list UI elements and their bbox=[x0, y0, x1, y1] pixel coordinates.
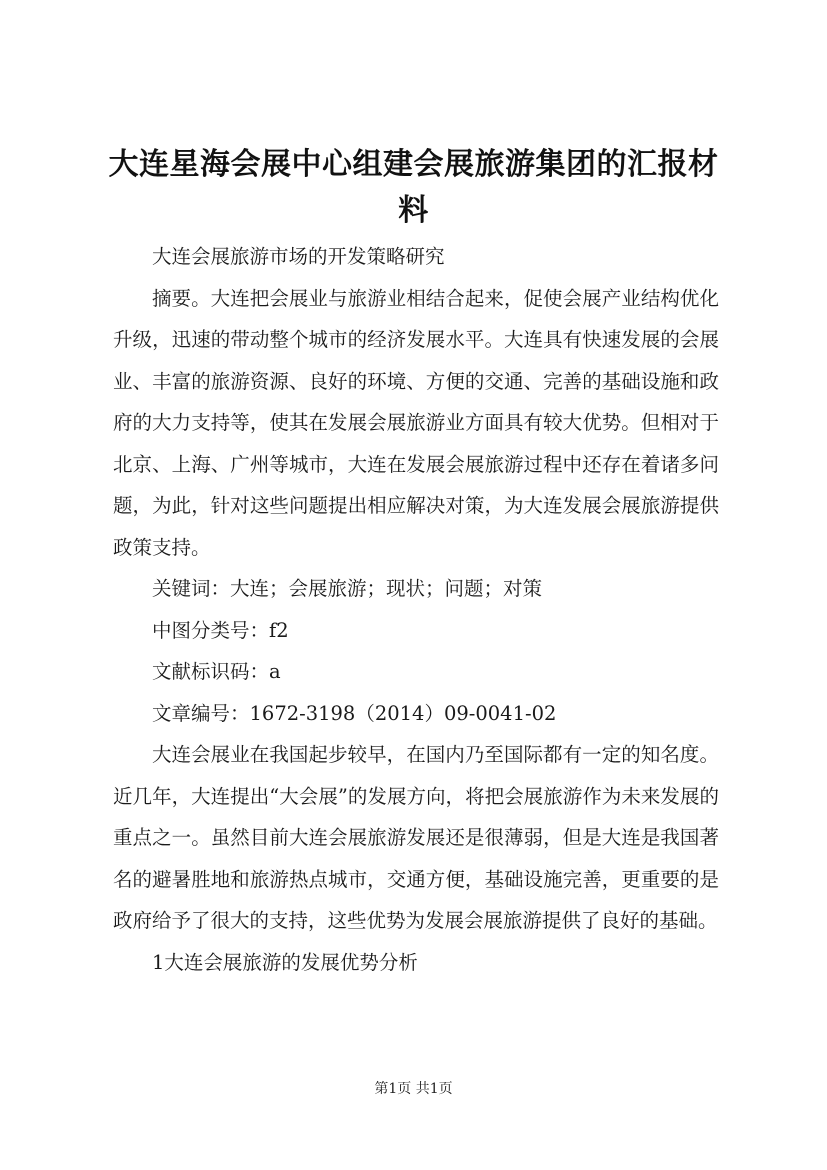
classification-paragraph: 中图分类号：f2 bbox=[152, 618, 289, 642]
abstract-paragraph: 摘要。大连把会展业与旅游业相结合起来，促使会展产业结构优化升级，迅速的带动整个城市的经济发展水平。大连具有快速发展的会展业、丰富的旅游资源、良好的环境、方便的交通、完善的基础设施和政府的大力支持等，使其在发展会展旅游业方面具有较大优势。但相对于北京、上海、广州等城市，大连在发展会展旅游过程中还存在着诸多问题，为此，针对这些问题提出相应解决对策，为大连发展会展旅游提供政策支持。 bbox=[113, 286, 719, 559]
keywords-paragraph: 关键词：大连；会展旅游；现状；问题；对策 bbox=[152, 577, 543, 600]
document-title: 大连星海会展中心组建会展旅游集团的汇报材料 bbox=[108, 147, 719, 228]
page-footer: 第1页 共1页 bbox=[374, 1081, 453, 1097]
article-number-paragraph: 文章编号：1672-3198（2014）09-0041-02 bbox=[152, 701, 557, 725]
section-heading: 1大连会展旅游的发展优势分析 bbox=[152, 950, 418, 974]
subtitle-paragraph: 大连会展旅游市场的开发策略研究 bbox=[152, 245, 445, 268]
document-code-paragraph: 文献标识码：a bbox=[152, 660, 281, 683]
document-body bbox=[113, 236, 719, 983]
intro-paragraph: 大连会展业在我国起步较早，在国内乃至国际都有一定的知名度。近几年，大连提出“大会展”的发展方向，将把会展旅游作为未来发展的重点之一。虽然目前大连会展旅游发展还是很薄弱，但是大连是我国著名的避暑胜地和旅游热点城市，交通方便，基础设施完善，更重要的是政府给予了很大的支持，这些优势为发展会展旅游提供了良好的基础。 bbox=[113, 743, 719, 932]
